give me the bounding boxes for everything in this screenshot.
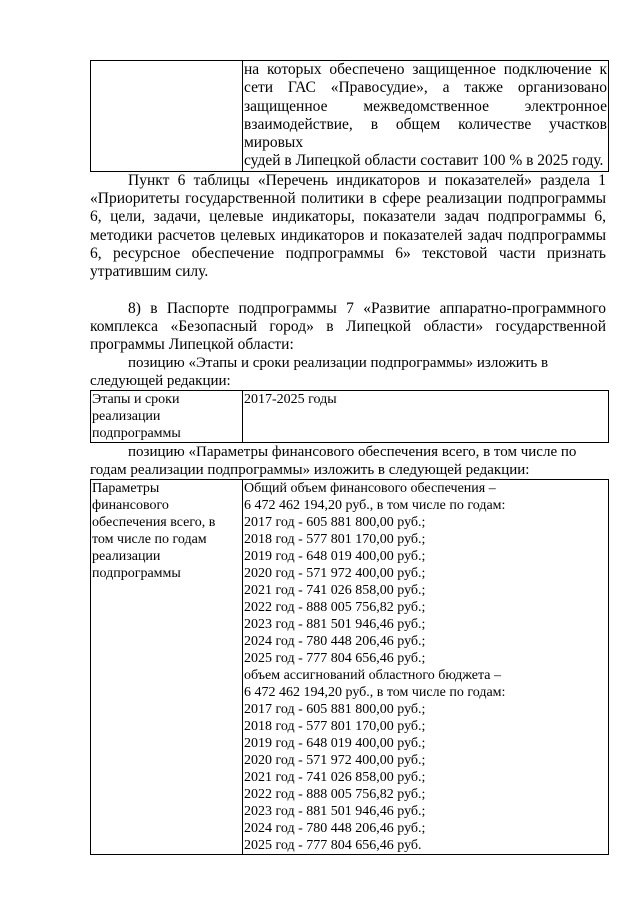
finance-value-cell <box>243 480 609 855</box>
cell-line: судей в Липецкой области составит 100 % в 2025 году. <box>244 152 604 170</box>
table-row <box>91 61 609 172</box>
finance-line: объем ассигнований областного бюджета – <box>244 668 501 684</box>
table-row <box>91 480 609 855</box>
cell-line: подпрограммы <box>92 566 181 582</box>
finance-line: Общий объем финансового обеспечения – <box>244 481 496 497</box>
finance-table <box>90 479 609 855</box>
cell-line: финансового <box>92 498 169 514</box>
finance-line: 2018 год - 577 801 170,00 руб.; <box>244 532 426 548</box>
finance-line: 2017 год - 605 881 800,00 руб.; <box>244 702 426 718</box>
paragraph-position-stages-line2: следующей редакции: <box>90 373 231 390</box>
finance-line: 2022 год - 888 005 756,82 руб.; <box>244 787 426 803</box>
finance-line: 2021 год - 741 026 858,00 руб.; <box>244 583 426 599</box>
cell-line: защищенное межведомственное электронное <box>244 97 607 115</box>
paragraph-position-finance-line1: позицию «Параметры финансового обеспечения всего, в том числе по <box>128 444 577 461</box>
finance-label-cell <box>91 480 243 855</box>
stages-label-cell <box>91 391 243 443</box>
finance-line: 6 472 462 194,20 руб., в том числе по годам: <box>244 498 506 514</box>
finance-line: 2025 год - 777 804 656,46 руб. <box>244 838 422 854</box>
finance-line: 2023 год - 881 501 946,46 руб.; <box>244 617 426 633</box>
cell-line: взаимодействие, в общем количестве участков мировых <box>244 115 607 152</box>
finance-line: 2023 год - 881 501 946,46 руб.; <box>244 804 426 820</box>
paragraph-position-stages-line1: позицию «Этапы и сроки реализации подпрограммы» изложить в <box>128 355 549 372</box>
cell-line: сети ГАС «Правосудие», а также организовано <box>244 79 607 97</box>
finance-line: 2017 год - 605 881 800,00 руб.; <box>244 515 426 531</box>
finance-line: 2018 год - 577 801 170,00 руб.; <box>244 719 426 735</box>
finance-line: 2020 год - 571 972 400,00 руб.; <box>244 753 426 769</box>
paragraph-punkt-6: Пункт 6 таблицы «Перечень индикаторов и показателей» раздела 1 «Приоритеты государственной политики в сфере реализации подпрограммы 6, цели, задачи, целевые индикаторы, показатели задач подпрограммы 6, методики расчетов целевых индикаторов и показателей задач подпрограммы 6, ресурсное обеспечение подпрограммы 6» текстовой части признать утратившим силу. <box>90 171 606 281</box>
finance-line: 2022 год - 888 005 756,82 руб.; <box>244 600 426 616</box>
finance-line: 6 472 462 194,20 руб., в том числе по годам: <box>244 685 506 701</box>
cell-line: обеспечения всего, в <box>92 515 216 531</box>
finance-line: 2019 год - 648 019 400,00 руб.; <box>244 549 426 565</box>
paragraph-position-finance-line2: годам реализации подпрограммы» изложить в следующей редакции: <box>90 462 530 479</box>
cell-line: Этапы и сроки <box>92 392 180 408</box>
empty-cell <box>91 61 243 172</box>
table-row <box>91 391 609 443</box>
cell-line: Параметры <box>92 481 160 497</box>
finance-line: 2019 год - 648 019 400,00 руб.; <box>244 736 426 752</box>
indicator-text-cell <box>243 61 609 172</box>
finance-line: 2024 год - 780 448 206,46 руб.; <box>244 634 426 650</box>
stages-value-cell: 2017-2025 годы <box>243 391 609 443</box>
cell-line: реализации <box>92 549 161 565</box>
cell-line: том числе по годам <box>92 532 207 548</box>
stages-table <box>90 390 609 443</box>
paragraph-item-8: 8) в Паспорте подпрограммы 7 «Развитие аппаратно-программного комплекса «Безопасный город» в Липецкой области» государственной программы Липецкой области: <box>90 299 606 354</box>
finance-line: 2021 год - 741 026 858,00 руб.; <box>244 770 426 786</box>
finance-line: 2024 год - 780 448 206,46 руб.; <box>244 821 426 837</box>
document-page <box>90 60 606 855</box>
indicator-table-fragment <box>90 60 609 172</box>
finance-line: 2025 год - 777 804 656,46 руб.; <box>244 651 426 667</box>
cell-line: на которых обеспечено защищенное подключение к <box>244 61 607 78</box>
cell-line: реализации <box>92 409 161 425</box>
cell-line: подпрограммы <box>92 426 181 442</box>
spacer <box>90 282 606 300</box>
finance-line: 2020 год - 571 972 400,00 руб.; <box>244 566 426 582</box>
